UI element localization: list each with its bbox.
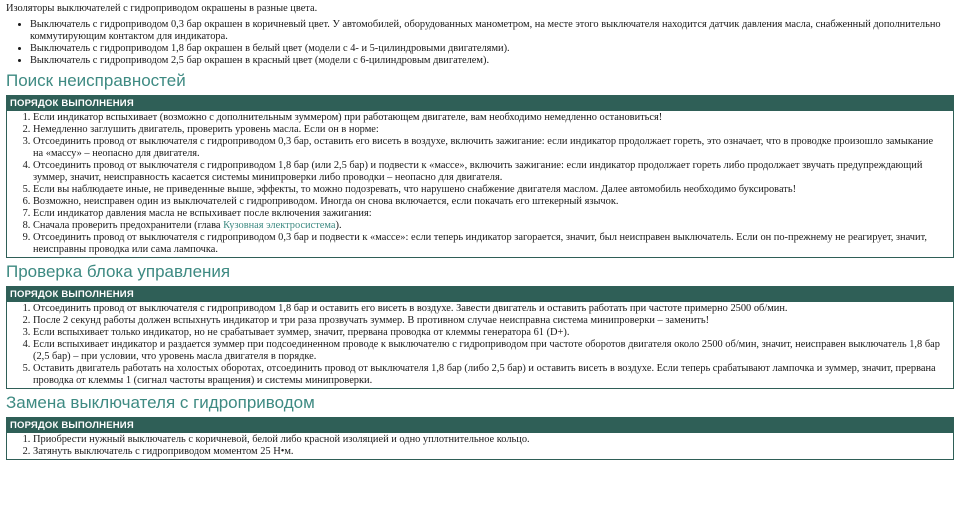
procedure-step: 1. Отсоединить провод от выключателя с гидроприводом 1,8 бар и оставить его висеть в воздухе. Завести двигатель и оставить работать при частоте примерно 2500 об/мин. [33, 303, 953, 315]
procedure-step: 9. Отсоединить провод от выключателя с гидроприводом 0,3 бар и подвести к «массе»: если теперь индикатор загорается, значит, был неисправен выключатель. Если он по-прежнему не реагирует, значит, неисправны проводка или сама лампочка. [33, 232, 953, 256]
procedure-step: 2. После 2 секунд работы должен вспыхнуть индикатор и три раза прозвучать зуммер. В противном случае неисправна система минипроверки – заменить! [33, 315, 953, 327]
procedure-step: 5. Если вы наблюдаете иные, не приведенные выше, эффекты, то можно подозревать, что нарушено снабжение двигателя маслом. Далее автомобиль необходимо буксировать! [33, 184, 953, 196]
list-item: • Выключатель с гидроприводом 0,3 бар окрашен в коричневый цвет. У автомобилей, оборудованных манометром, на месте этого выключателя находится датчик давления масла, снабженный дополнительно коммутирующим контактом для индикатора. [30, 19, 954, 43]
procedure-step [33, 220, 953, 232]
procedure-steps [7, 434, 953, 458]
procedure-steps [7, 303, 953, 387]
section-title-switch-replacement: Замена выключателя с гидроприводом [6, 393, 315, 412]
procedure-header: ПОРЯДОК ВЫПОЛНЕНИЯ [7, 287, 953, 302]
body-electrics-link[interactable]: Кузовная электросистема [223, 220, 336, 231]
procedure-box-replacement [6, 417, 954, 460]
section-title-troubleshooting: Поиск неисправностей [6, 71, 186, 90]
procedure-box-troubleshooting [6, 95, 954, 258]
procedure-step: 2. Немедленно заглушить двигатель, проверить уровень масла. Если он в норме: [33, 124, 953, 136]
procedure-step: 4. Отсоединить провод от выключателя с гидроприводом 1,8 бар (или 2,5 бар) и подвести к «массе», включить зажигание: если индикатор продолжает гореть либо продолжает звучать предупреждающий зуммер, значит, неисправность касается системы минипроверки либо проводки – неопасно для двигателя. [33, 160, 953, 184]
procedure-steps [7, 112, 953, 256]
procedure-step: 6. Возможно, неисправен один из выключателей с гидроприводом. Иногда он снова включается, если покачать его штекерный язычок. [33, 196, 953, 208]
intro-text: Изоляторы выключателей с гидроприводом окрашены в разные цвета. [6, 3, 318, 14]
list-item: • Выключатель с гидроприводом 2,5 бар окрашен в красный цвет (модели с 6-цилиндровым двигателем). [30, 55, 954, 67]
step-text: Сначала проверить предохранители (глава [33, 220, 224, 231]
section-title-control-unit-check: Проверка блока управления [6, 262, 231, 281]
procedure-step: 5. Оставить двигатель работать на холостых оборотах, отсоединить провод от выключателя 1,8 бар (либо 2,5 бар) и оставить висеть в воздухе. Если теперь срабатывают лампочка и зуммер, значит, прервана проводка от клеммы 1 (сигнал частоты вращения) и системы минипроверки. [33, 363, 953, 387]
procedure-step: 2. Затянуть выключатель с гидроприводом моментом 25 Н•м. [33, 446, 953, 458]
switch-color-list [6, 19, 954, 67]
procedure-step: 4. Если вспыхивает индикатор и раздается зуммер при подсоединенном проводе к выключателю с гидроприводом при частоте оборотов двигателя около 2500 об/мин, значит, неисправен выключатель 1,8 бар (2,5 бар) – при условии, что уровень масла двигателя в порядке. [33, 339, 953, 363]
procedure-step: 1. Если индикатор вспыхивает (возможно с дополнительным зуммером) при работающем двигателе, вам необходимо немедленно остановиться! [33, 112, 953, 124]
step-text: ). [335, 220, 342, 231]
procedure-step: 3. Если вспыхивает только индикатор, но не срабатывает зуммер, значит, прервана проводка от клеммы генератора 61 (D+). [33, 327, 953, 339]
procedure-step: 1. Приобрести нужный выключатель с коричневой, белой либо красной изоляцией и одно уплотнительное кольцо. [33, 434, 953, 446]
list-item: • Выключатель с гидроприводом 1,8 бар окрашен в белый цвет (модели с 4- и 5-цилиндровыми двигателями). [30, 43, 954, 55]
procedure-step: 7. Если индикатор давления масла не вспыхивает после включения зажигания: [33, 208, 953, 220]
procedure-header: ПОРЯДОК ВЫПОЛНЕНИЯ [7, 96, 953, 111]
procedure-header: ПОРЯДОК ВЫПОЛНЕНИЯ [7, 418, 953, 433]
procedure-box-control-unit [6, 286, 954, 389]
procedure-step: 3. Отсоединить провод от выключателя с гидроприводом 0,3 бар, оставить его висеть в воздухе, включить зажигание: если индикатор продолжает гореть, это означает, что в проводке произошло замыкание на «массу» – неопасно для двигателя. [33, 136, 953, 160]
